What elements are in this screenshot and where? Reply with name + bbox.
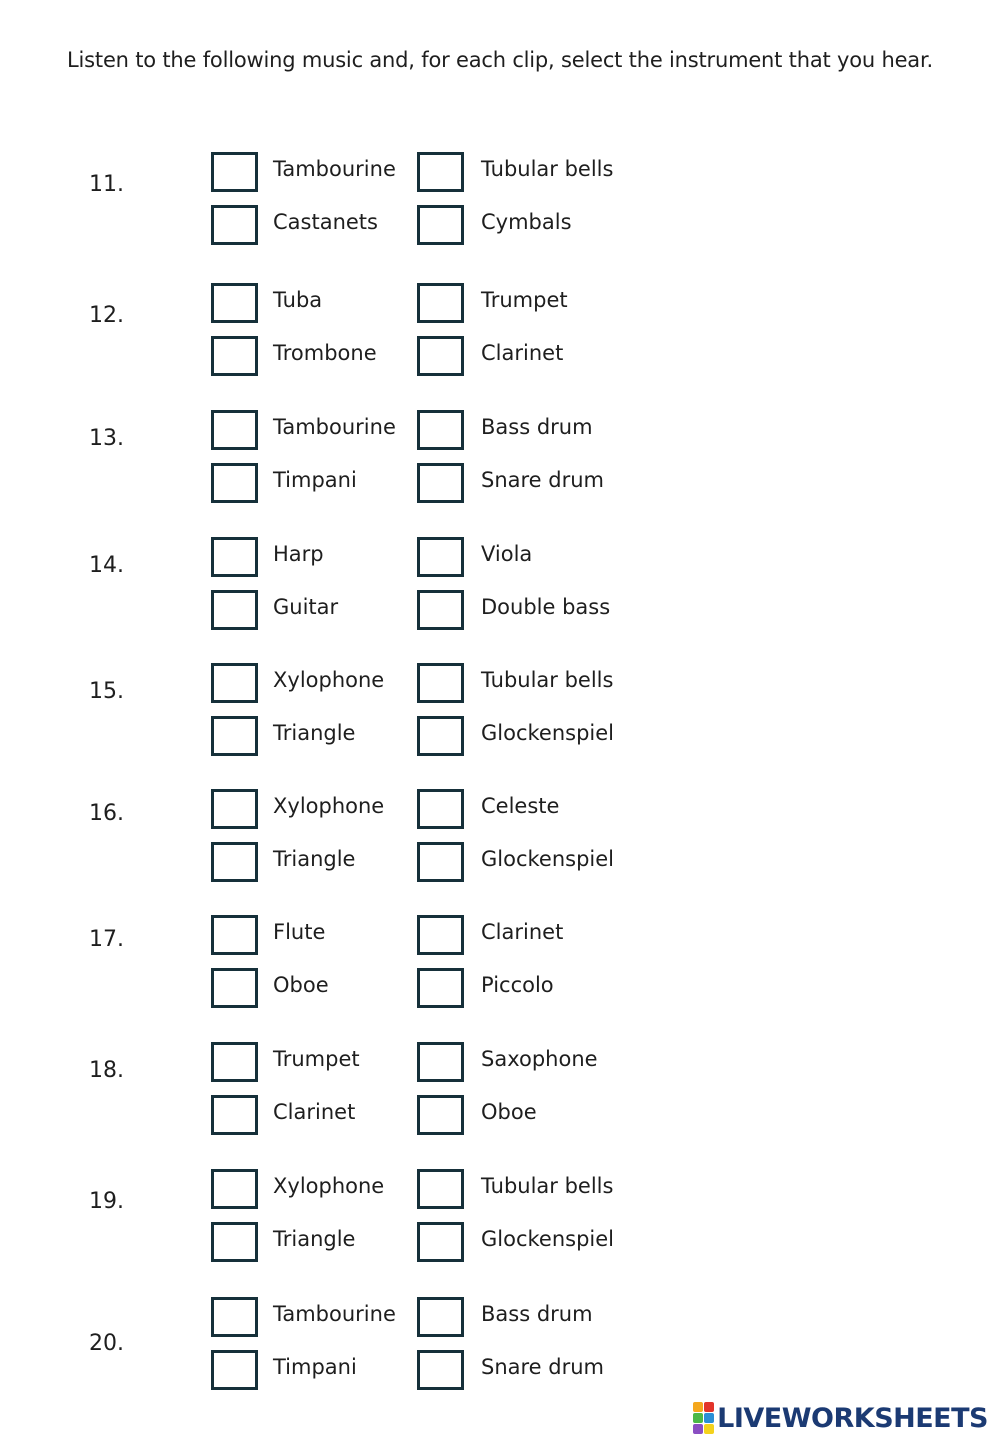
option-label: Triangle	[273, 1227, 356, 1251]
option-label: Glockenspiel	[481, 721, 615, 745]
option-checkbox[interactable]	[417, 789, 464, 829]
option-label: Saxophone	[481, 1047, 598, 1071]
question-number: 12.	[89, 303, 124, 328]
option-checkbox[interactable]	[211, 915, 258, 955]
option-checkbox[interactable]	[211, 283, 258, 323]
logo-tile	[704, 1413, 714, 1423]
option-label: Tambourine	[273, 415, 396, 439]
option-label: Trumpet	[481, 288, 568, 312]
option-label: Tubular bells	[481, 668, 614, 692]
question-number: 13.	[89, 426, 124, 451]
option-label: Cymbals	[481, 210, 572, 234]
option-checkbox[interactable]	[211, 537, 258, 577]
option-label: Tambourine	[273, 157, 396, 181]
option-label: Xylophone	[273, 668, 385, 692]
option-label: Glockenspiel	[481, 1227, 615, 1251]
option-label: Xylophone	[273, 1174, 385, 1198]
option-checkbox[interactable]	[417, 1095, 464, 1135]
option-checkbox[interactable]	[417, 1042, 464, 1082]
option-checkbox[interactable]	[417, 1350, 464, 1390]
option-label: Viola	[481, 542, 533, 566]
option-label: Flute	[273, 920, 326, 944]
option-checkbox[interactable]	[417, 336, 464, 376]
option-label: Oboe	[481, 1100, 537, 1124]
option-label: Triangle	[273, 721, 356, 745]
option-checkbox[interactable]	[417, 590, 464, 630]
logo-tile	[704, 1402, 714, 1412]
question-number: 17.	[89, 927, 124, 952]
option-checkbox[interactable]	[211, 1042, 258, 1082]
option-label: Snare drum	[481, 468, 605, 492]
question-17	[0, 913, 1000, 1023]
option-label: Tubular bells	[481, 157, 614, 181]
option-label: Glockenspiel	[481, 847, 615, 871]
option-checkbox[interactable]	[211, 336, 258, 376]
option-label: Snare drum	[481, 1355, 605, 1379]
option-checkbox[interactable]	[211, 1222, 258, 1262]
option-label: Timpani	[273, 1355, 357, 1379]
option-label: Tuba	[273, 288, 323, 312]
question-number: 15.	[89, 679, 124, 704]
option-label: Bass drum	[481, 1302, 593, 1326]
option-label: Double bass	[481, 595, 611, 619]
option-checkbox[interactable]	[211, 789, 258, 829]
option-checkbox[interactable]	[417, 152, 464, 192]
option-label: Clarinet	[481, 341, 564, 365]
question-number: 14.	[89, 553, 124, 578]
option-label: Trumpet	[273, 1047, 360, 1071]
option-checkbox[interactable]	[417, 410, 464, 450]
option-checkbox[interactable]	[211, 590, 258, 630]
option-label: Celeste	[481, 794, 560, 818]
question-16	[0, 787, 1000, 897]
option-checkbox[interactable]	[211, 1297, 258, 1337]
option-checkbox[interactable]	[417, 537, 464, 577]
question-number: 19.	[89, 1189, 124, 1214]
option-checkbox[interactable]	[417, 205, 464, 245]
question-number: 20.	[89, 1331, 124, 1356]
option-label: Trombone	[273, 341, 377, 365]
option-checkbox[interactable]	[211, 410, 258, 450]
question-11	[0, 150, 1000, 260]
logo-tile	[693, 1424, 703, 1434]
question-number: 18.	[89, 1058, 124, 1083]
question-18	[0, 1040, 1000, 1150]
option-checkbox[interactable]	[211, 968, 258, 1008]
option-checkbox[interactable]	[211, 1350, 258, 1390]
option-label: Tubular bells	[481, 1174, 614, 1198]
option-checkbox[interactable]	[417, 1169, 464, 1209]
option-label: Piccolo	[481, 973, 554, 997]
question-15	[0, 661, 1000, 771]
option-checkbox[interactable]	[211, 716, 258, 756]
option-checkbox[interactable]	[211, 1169, 258, 1209]
question-number: 16.	[89, 801, 124, 826]
option-label: Bass drum	[481, 415, 593, 439]
option-checkbox[interactable]	[417, 1297, 464, 1337]
option-checkbox[interactable]	[417, 915, 464, 955]
option-checkbox[interactable]	[417, 463, 464, 503]
option-label: Guitar	[273, 595, 339, 619]
question-13	[0, 408, 1000, 518]
logo-icon	[693, 1402, 714, 1434]
option-checkbox[interactable]	[211, 842, 258, 882]
logo-text: LIVEWORKSHEETS	[717, 1402, 988, 1434]
option-label: Oboe	[273, 973, 329, 997]
logo-tile	[693, 1413, 703, 1423]
question-20	[0, 1295, 1000, 1405]
question-19	[0, 1167, 1000, 1277]
option-checkbox[interactable]	[417, 283, 464, 323]
logo-tile	[704, 1424, 714, 1434]
option-checkbox[interactable]	[417, 716, 464, 756]
option-label: Castanets	[273, 210, 378, 234]
question-number: 11.	[89, 172, 124, 197]
instructions-text: Listen to the following music and, for each clip, select the instrument that you hear.	[67, 48, 933, 72]
option-label: Harp	[273, 542, 324, 566]
option-checkbox[interactable]	[211, 1095, 258, 1135]
option-label: Timpani	[273, 468, 357, 492]
option-checkbox[interactable]	[211, 205, 258, 245]
option-label: Triangle	[273, 847, 356, 871]
option-checkbox[interactable]	[417, 968, 464, 1008]
question-14	[0, 535, 1000, 645]
option-checkbox[interactable]	[211, 663, 258, 703]
option-label: Clarinet	[273, 1100, 356, 1124]
option-checkbox[interactable]	[417, 663, 464, 703]
question-12	[0, 281, 1000, 391]
option-checkbox[interactable]	[417, 1222, 464, 1262]
logo-tile	[693, 1402, 703, 1412]
option-checkbox[interactable]	[211, 463, 258, 503]
option-label: Tambourine	[273, 1302, 396, 1326]
liveworksheets-logo	[693, 1400, 988, 1436]
option-label: Clarinet	[481, 920, 564, 944]
option-checkbox[interactable]	[211, 152, 258, 192]
option-label: Xylophone	[273, 794, 385, 818]
option-checkbox[interactable]	[417, 842, 464, 882]
